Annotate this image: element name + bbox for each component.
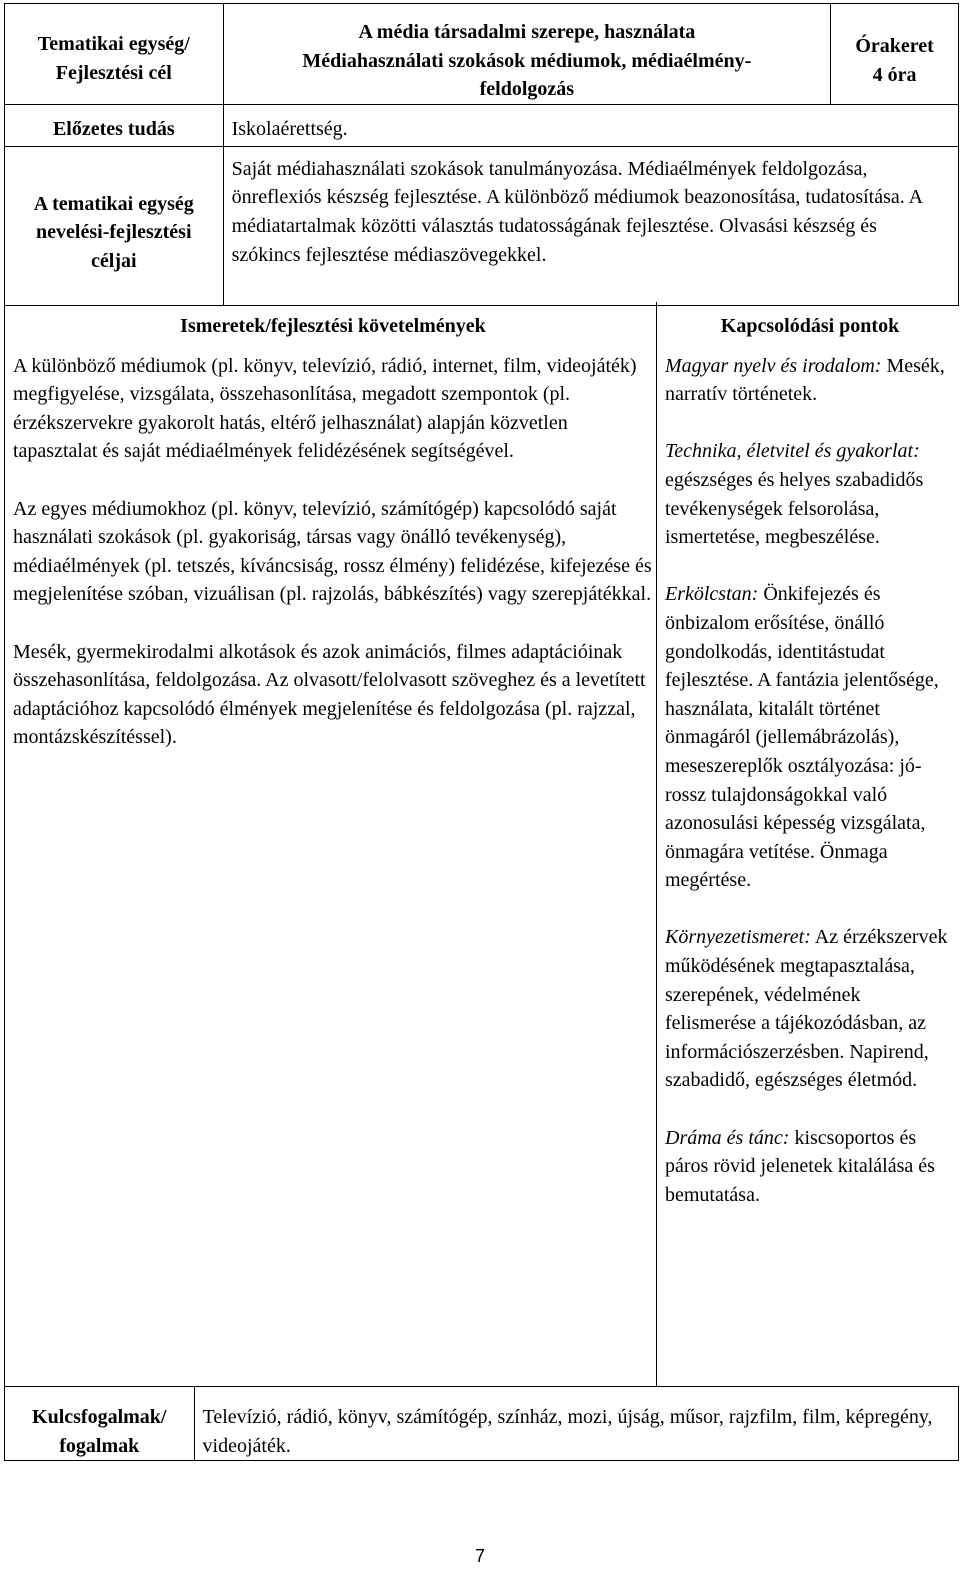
connection-item bbox=[665, 437, 955, 551]
keywords-label-cell bbox=[5, 1387, 195, 1461]
connection-text: egészséges és helyes szabadidős tevékenységek felsorolása, ismertetése, megbeszélése. bbox=[665, 468, 924, 549]
connection-text: Az érzékszervek működésének megtapasztalása, szerepének, védelmének felismerése a tájékozódásban, az információszerzésben. Napirend, szabadidő, egészséges életmód. bbox=[665, 926, 948, 1092]
connection-item bbox=[665, 923, 955, 1095]
requirements-column bbox=[13, 312, 653, 781]
column-divider bbox=[656, 302, 657, 1386]
connections-heading: Kapcsolódási pontok bbox=[720, 315, 900, 337]
connection-text: kiscsoportos és páros rövid jelenetek kitalálása és bemutatása. bbox=[665, 1126, 935, 1206]
requirement-paragraph: A különböző médiumok (pl. könyv, televízió, rádió, internet, film, videojáték) megfigyelése, vizsgálata, összehasonlítása, megadott szempontok (pl. érzékszervekre gyakorolt hatás, eltérő jelhasználat) alapján közvetlen tapasztalat és saját médiaélmények felidézésének segítségével. bbox=[13, 354, 637, 463]
connection-item bbox=[665, 580, 955, 895]
hours-value: 4 óra bbox=[872, 63, 917, 86]
hours-label: Órakeret bbox=[855, 35, 934, 57]
connection-subject: Technika, életvitel és gyakorlat: bbox=[665, 440, 920, 463]
goals-label-line1: A tematikai egység bbox=[33, 192, 194, 215]
unit-label-line2: Fejlesztési cél bbox=[55, 61, 172, 84]
requirement-paragraph: Mesék, gyermekirodalmi alkotások és azok animációs, filmes adaptációinak összehasonlítása, feldolgozása. Az olvasott/felolvasott szöveghez és a levetített adaptációhoz kapcsolódó élmények megjelenítése és feldolgozása (pl. rajzzal, montázskészítéssel). bbox=[13, 640, 646, 749]
unit-title-line1: A média társadalmi szerepe, használata bbox=[358, 21, 696, 43]
connection-text: Önkifejezés és önbizalom erősítése, önálló gondolkodás, identitástudat fejlesztése. A fantázia jelentősége, használata, kitalált történet önmagáról (jellemábrázolás), meseszereplők osztályozása: jó-rossz tulajdonságokkal való azonosulási képesség vizsgálata, önmagára vetítése. Önmaga megértése. bbox=[665, 583, 939, 892]
prior-knowledge-label: Előzetes tudás bbox=[5, 104, 224, 146]
requirements-heading: Ismeretek/fejlesztési követelmények bbox=[180, 315, 486, 337]
page-number: 7 bbox=[474, 1546, 485, 1566]
unit-title-line3: feldolgozás bbox=[479, 78, 575, 101]
unit-title-cell bbox=[223, 4, 831, 105]
unit-title-line2: Médiahasználati szokások médiumok, médiaélmény- bbox=[302, 49, 752, 72]
header-table bbox=[4, 3, 959, 306]
unit-label-cell bbox=[5, 4, 224, 105]
connection-subject: Magyar nyelv és irodalom: bbox=[665, 354, 882, 377]
keywords-label-line1: Kulcsfogalmak/ bbox=[32, 1406, 167, 1428]
connections-column bbox=[665, 312, 955, 1238]
goals-label-cell bbox=[5, 146, 224, 305]
connection-subject: Erkölcstan: bbox=[665, 583, 759, 606]
goals-label-line2: nevelési-fejlesztési bbox=[36, 221, 192, 244]
keywords-label-line2: fogalmak bbox=[59, 1434, 140, 1457]
unit-label-line1: Tematikai egység/ bbox=[37, 33, 190, 55]
connection-item bbox=[665, 352, 955, 409]
connection-subject: Környezetismeret: bbox=[665, 926, 811, 949]
hours-cell bbox=[831, 4, 959, 105]
requirement-paragraph: Az egyes médiumokhoz (pl. könyv, televízió, számítógép) kapcsolódó saját használati szokások (pl. gyakoriság, társas vagy önálló tevékenység), médiaélmények (pl. tetszés, kíváncsiság, rossz élmény) felidézése, kifejezése és megjelenítése szóban, vizuálisan (pl. rajzolás, bábkészítés) vagy szerepjátékkal. bbox=[13, 497, 652, 606]
requirements-section bbox=[4, 302, 960, 1386]
goals-text: Saját médiahasználati szokások tanulmányozása. Médiaélmények feldolgozása, önreflexiós készség fejlesztése. A különböző médiumok beazonosítása, tudatosítása. A médiatartalmak közötti választás tudatosságának fejlesztése. Olvasási készség és szókincs fejlesztése médiaszövegekkel. bbox=[223, 146, 958, 305]
connection-subject: Dráma és tánc: bbox=[665, 1126, 790, 1149]
goals-label-line3: céljai bbox=[91, 249, 137, 272]
connection-item bbox=[665, 1124, 955, 1210]
keywords-table bbox=[4, 1386, 959, 1461]
keywords-text: Televízió, rádió, könyv, számítógép, színház, mozi, újság, műsor, rajzfilm, film, képregény, videojáték. bbox=[194, 1387, 958, 1461]
connection-text: Mesék, narratív történetek. bbox=[665, 354, 945, 406]
prior-knowledge-value: Iskolaérettség. bbox=[223, 104, 958, 146]
